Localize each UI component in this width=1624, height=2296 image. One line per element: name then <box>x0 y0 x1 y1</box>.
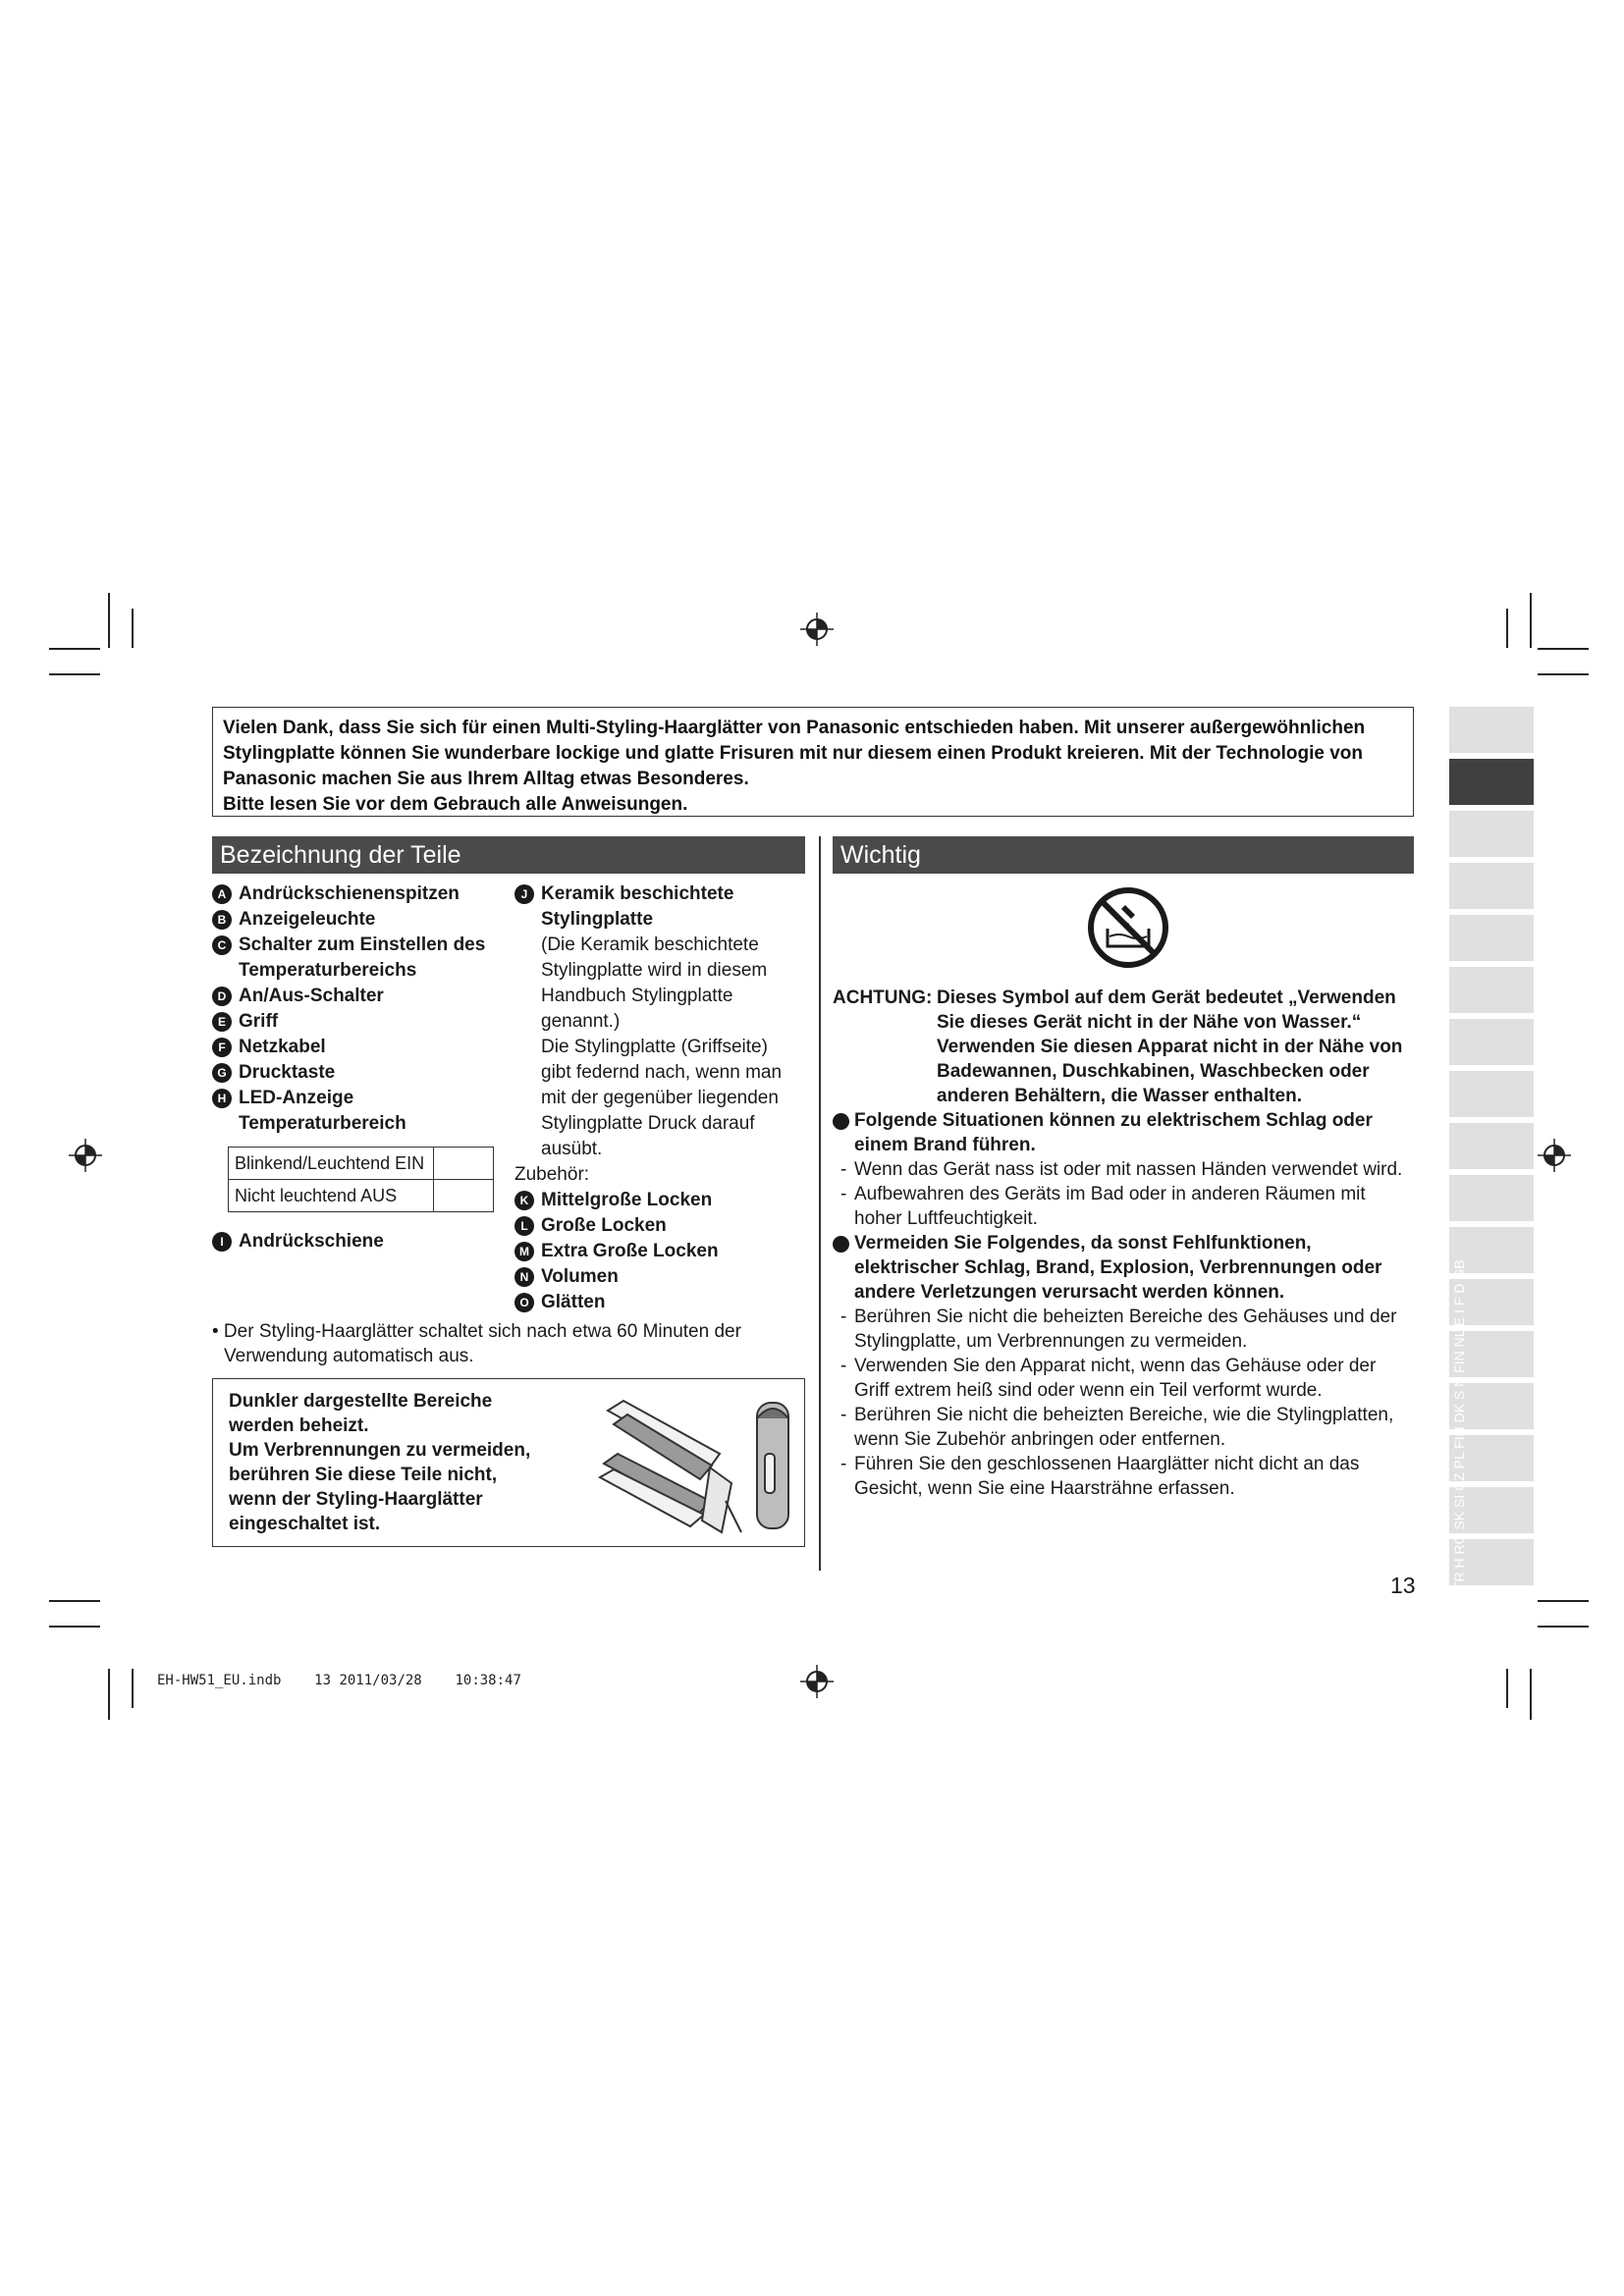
registration-mark-icon <box>1538 1139 1571 1172</box>
intro-box <box>212 707 1414 817</box>
auto-off-note: • Der Styling-Haarglätter schaltet sich nach etwa 60 Minuten der Verwendung automatisch aus. <box>212 1321 741 1366</box>
achtung-block: ACHTUNG: Dieses Symbol auf dem Gerät bedeutet „Verwenden Sie dieses Gerät nicht in der Nähe von Wasser.“ Verwenden Sie diesen Apparat nicht in der Nähe von Badewannen, Duschkabinen, Waschbecken oder anderen Behältern, die Wasser enthalten. <box>833 988 1403 1106</box>
crop-mark <box>132 1669 134 1708</box>
section-heading-wichtig: Wichtig <box>833 836 1414 874</box>
led-state-label: Blinkend/Leuchtend EIN <box>229 1148 434 1180</box>
part-item: H LED-Anzeige Temperaturbereich <box>212 1086 507 1137</box>
crop-mark <box>1506 1669 1508 1708</box>
list-item: - Wenn das Gerät nass ist oder mit nassen Händen verwendet wird. <box>840 1159 1403 1180</box>
section-heading-parts: Bezeichnung der Teile <box>212 836 805 874</box>
led-table <box>228 1147 494 1212</box>
part-item-i: I Andrückschiene <box>212 1229 507 1255</box>
crop-mark <box>49 673 100 675</box>
crop-mark <box>1530 593 1532 648</box>
list-item: - Aufbewahren des Geräts im Bad oder in anderen Räumen mit hoher Luftfeuchtigkeit. <box>840 1184 1366 1229</box>
warning-heading: Vermeiden Sie Folgendes, da sonst Fehlfunktionen, elektrischer Schlag, Brand, Explosion, Verbrennungen oder andere Verletzungen verursacht werden können. <box>833 1231 1422 1305</box>
accessory-item: O Glätten <box>514 1290 809 1315</box>
accessory-item: K Mittelgroße Locken <box>514 1188 809 1213</box>
styler-illustration <box>594 1385 800 1542</box>
page-number: 13 <box>1390 1573 1416 1598</box>
registration-mark-icon <box>800 1665 834 1698</box>
parts-list-left <box>212 881 507 1137</box>
part-item: F Netzkabel <box>212 1035 507 1060</box>
list-item: - Berühren Sie nicht die beheizten Bereiche, wie die Stylingplatten, wenn Sie Zubehör anbringen oder entfernen. <box>840 1405 1394 1450</box>
registration-mark-icon <box>69 1139 102 1172</box>
crop-mark <box>132 609 134 648</box>
list-item: - Berühren Sie nicht die beheizten Bereiche des Gehäuses und der Stylingplatte, um Verbrennungen zu vermeiden. <box>840 1307 1397 1352</box>
parts-list-right <box>514 881 809 1315</box>
accessory-item: N Volumen <box>514 1264 809 1290</box>
part-item: C Schalter zum Einstellen des Temperaturbereichs <box>212 933 507 984</box>
part-item: G Drucktaste <box>212 1060 507 1086</box>
led-state-cell <box>434 1148 494 1180</box>
list-item: - Verwenden Sie den Apparat nicht, wenn das Gehäuse oder der Griff extrem heiß sind oder wenn ein Teil verformt wurde. <box>840 1356 1377 1401</box>
accessory-item: L Große Locken <box>514 1213 809 1239</box>
crop-mark <box>1538 1600 1589 1602</box>
list-item: - Führen Sie den geschlossenen Haarglätter nicht dicht an das Gesicht, wenn Sie eine Haarsträhne erfassen. <box>840 1454 1360 1499</box>
part-item: E Griff <box>212 1009 507 1035</box>
intro-line: Panasonic machen Sie aus Ihrem Alltag etwas Besonderes. <box>223 769 749 789</box>
achtung-label: ACHTUNG: <box>833 988 933 1008</box>
warning-heading: Folgende Situationen können zu elektrischem Schlag oder einem Brand führen. <box>833 1108 1422 1157</box>
led-state-cell <box>434 1180 494 1212</box>
no-water-symbol-icon <box>1086 885 1170 970</box>
crop-mark <box>1538 1626 1589 1628</box>
column-divider <box>819 836 821 1571</box>
print-footer: EH-HW51_EU.indb 13 2011/03/28 10:38:47 <box>157 1673 521 1688</box>
part-item: A Andrückschienenspitzen <box>212 881 507 907</box>
warnings-list <box>833 1108 1422 1501</box>
accessories-label: Zubehör: <box>514 1164 590 1185</box>
crop-mark <box>108 593 110 648</box>
intro-line: Vielen Dank, dass Sie sich für einen Multi-Styling-Haarglätter von Panasonic entschieden haben. Mit unserer außergewöhnlichen <box>223 718 1366 738</box>
crop-mark <box>1538 648 1589 650</box>
intro-line: Bitte lesen Sie vor dem Gebrauch alle Anweisungen. <box>223 794 688 815</box>
crop-mark <box>108 1669 110 1720</box>
crop-mark <box>1538 673 1589 675</box>
crop-mark <box>49 1626 100 1628</box>
accessory-item: M Extra Große Locken <box>514 1239 809 1264</box>
table-row <box>229 1180 494 1212</box>
table-row <box>229 1148 494 1180</box>
crop-mark <box>1530 1669 1532 1720</box>
intro-line: Stylingplatte können Sie wunderbare lockige und glatte Frisuren mit nur diesem einen Produkt kreieren. Mit der Technologie von <box>223 743 1363 764</box>
part-item: B Anzeigeleuchte <box>212 907 507 933</box>
registration-mark-icon <box>800 613 834 646</box>
crop-mark <box>49 1600 100 1602</box>
part-item: J Keramik beschichtete Stylingplatte <box>514 881 809 933</box>
heated-areas-text: Dunkler dargestellte Bereiche werden beheizt. Um Verbrennungen zu vermeiden, berühren Sie diese Teile nicht, wenn der Styling-Haarglätter eingeschaltet ist. <box>229 1391 531 1534</box>
crop-mark <box>49 648 100 650</box>
led-state-label: Nicht leuchtend AUS <box>229 1180 434 1212</box>
part-item: D An/Aus-Schalter <box>212 984 507 1009</box>
led-table-wrap <box>228 1147 494 1212</box>
heated-areas-box <box>212 1378 805 1547</box>
crop-mark <box>1506 609 1508 648</box>
part-description: (Die Keramik beschichtete Stylingplatte wird in diesem Handbuch Stylingplatte genannt.) Die Stylingplatte (Griffseite) gibt federnd nach, wenn man mit der gegenüber liegenden Stylingplatte Druck darauf ausübt. <box>541 934 783 1159</box>
